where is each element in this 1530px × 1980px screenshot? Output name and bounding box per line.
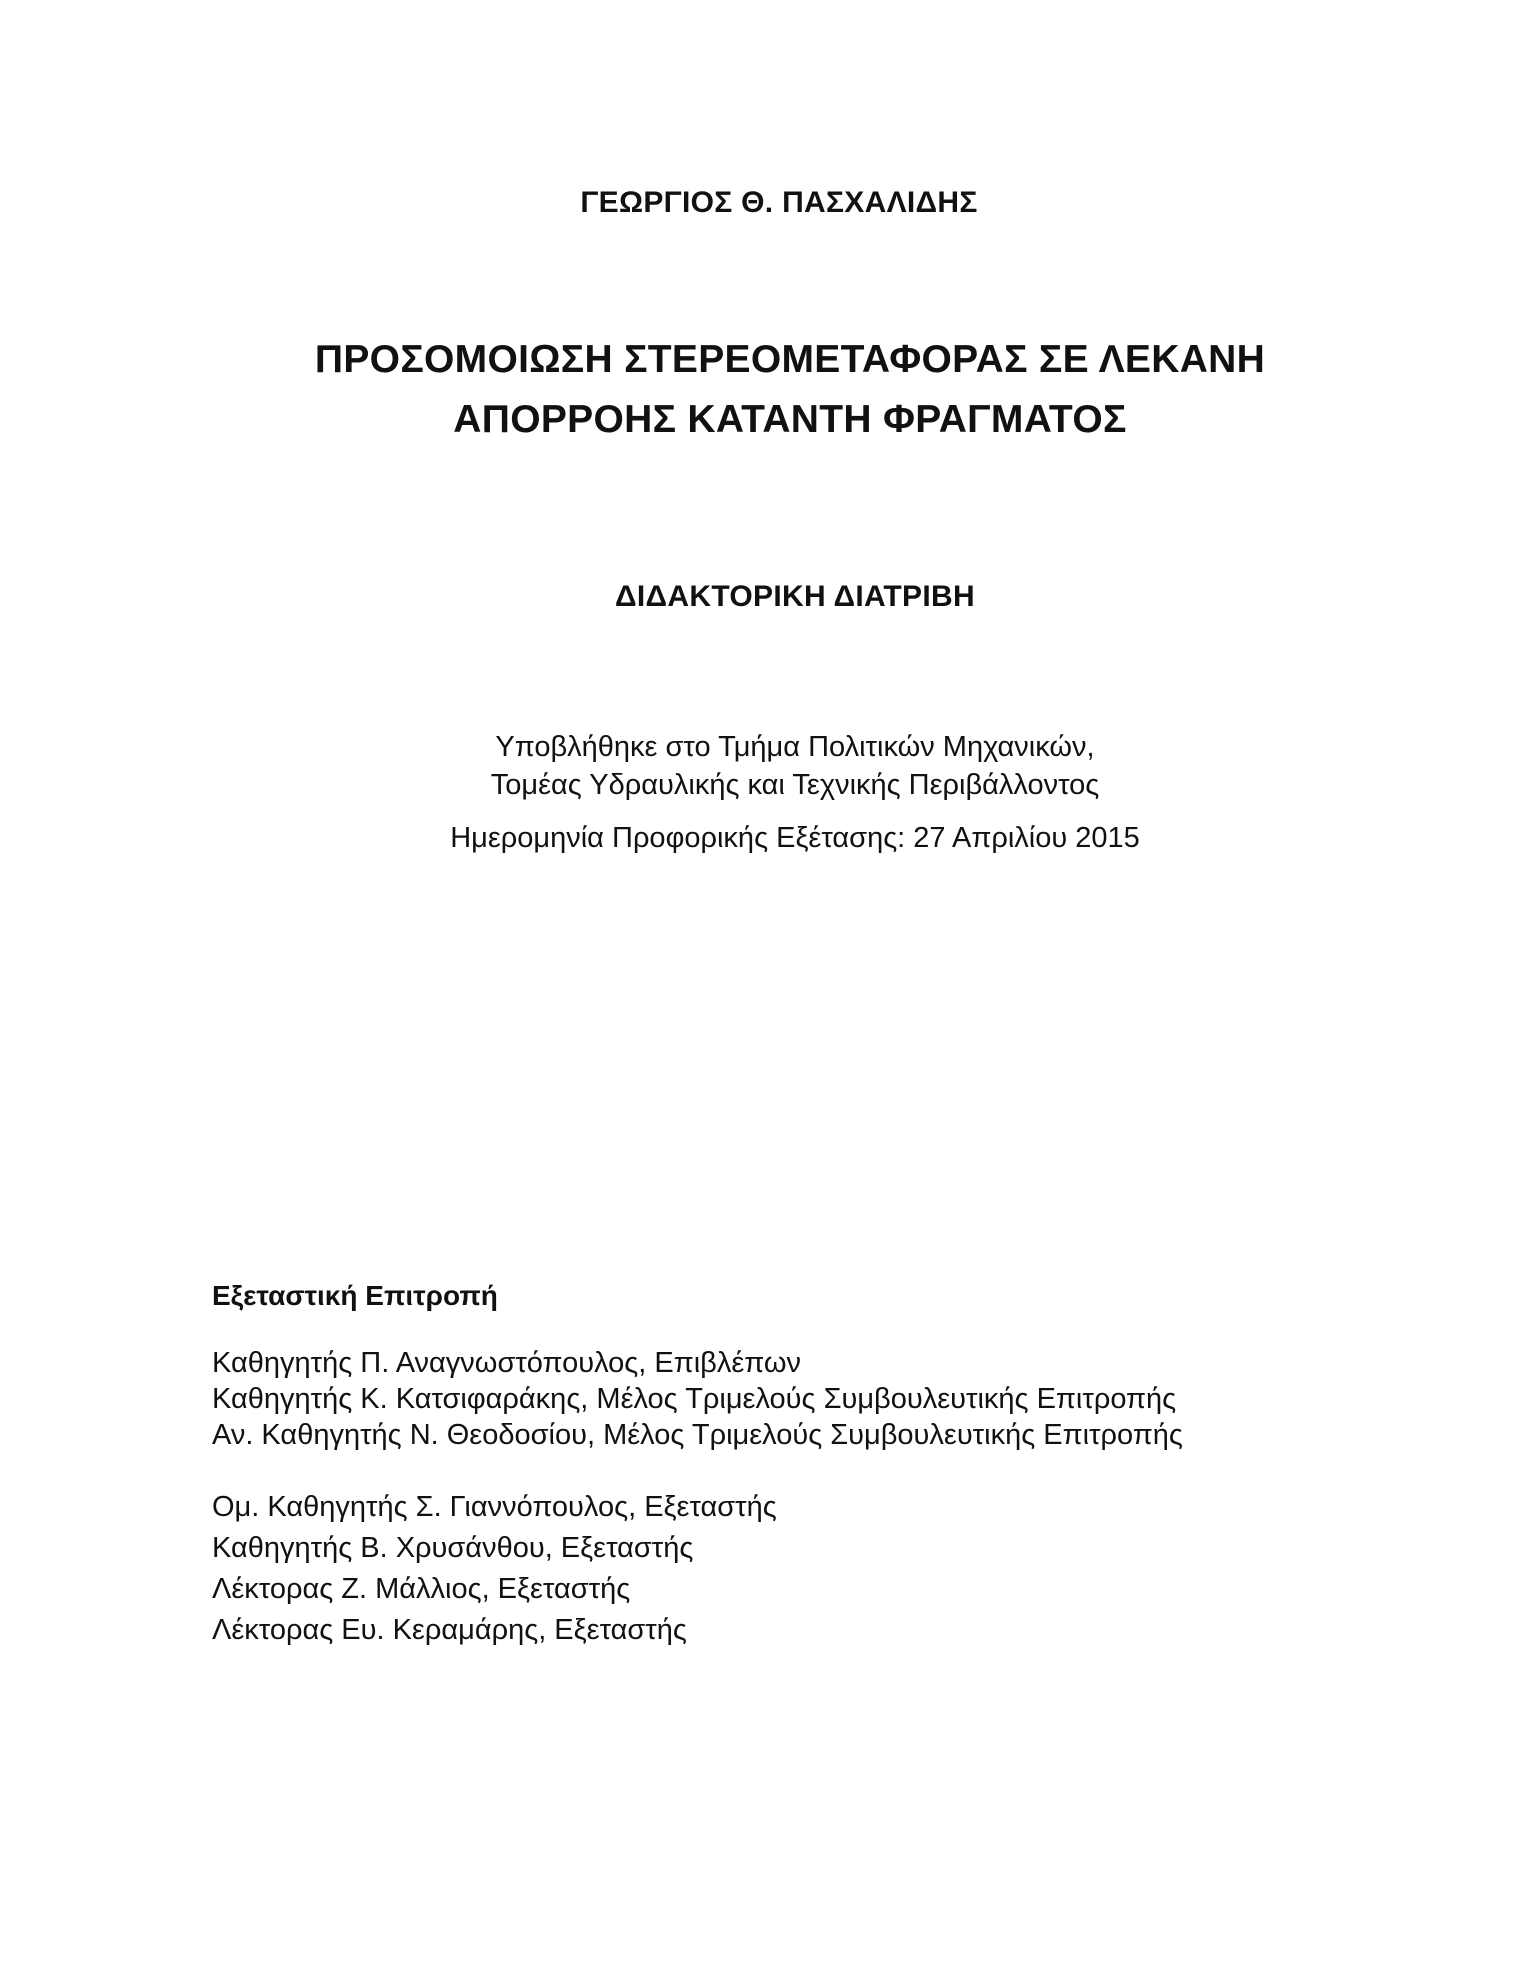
committee-member: Καθηγητής Κ. Κατσιφαράκης, Μέλος Τριμελούς Συμβουλευτικής Επιτροπής (212, 1383, 1177, 1415)
author-name: ΓΕΩΡΓΙΟΣ Θ. ΠΑΣΧΑΛΙΔΗΣ (580, 186, 978, 219)
committee-member: Καθηγητής Β. Χρυσάνθου, Εξεταστής (212, 1532, 694, 1564)
committee-member: Λέκτορας Ευ. Κεραμάρης, Εξεταστής (212, 1614, 687, 1646)
committee-heading: Εξεταστική Επιτροπή (212, 1280, 498, 1311)
submission-info (0, 728, 1530, 804)
thesis-title-line-2: ΑΠΟΡΡΟΗΣ ΚΑΤΑΝΤΗ ΦΡΑΓΜΑΤΟΣ (453, 398, 1127, 441)
submission-line-2: Τομέας Υδραυλικής και Τεχνικής Περιβάλλοντος (490, 769, 1100, 801)
committee-member: Λέκτορας Ζ. Μάλλιος, Εξεταστής (212, 1573, 631, 1605)
committee-member: Αν. Καθηγητής Ν. Θεοδοσίου, Μέλος Τριμελούς Συμβουλευτικής Επιτροπής (212, 1419, 1183, 1451)
committee-group-advisory (212, 1345, 1183, 1453)
exam-date: Ημερομηνία Προφορικής Εξέτασης: 27 Απριλίου 2015 (450, 822, 1140, 854)
submission-line-1: Υποβλήθηκε στο Τμήμα Πολιτικών Μηχανικών, (495, 731, 1095, 763)
committee-member: Ομ. Καθηγητής Σ. Γιαννόπουλος, Εξεταστής (212, 1491, 777, 1523)
committee-group-examiners (212, 1487, 777, 1651)
thesis-title-line-1: ΠΡΟΣΟΜΟΙΩΣΗ ΣΤΕΡΕΟΜΕΤΑΦΟΡΑΣ ΣΕ ΛΕΚΑΝΗ (314, 338, 1266, 381)
thesis-title (0, 330, 1530, 450)
document-type: ΔΙΔΑΚΤΟΡΙΚΗ ΔΙΑΤΡΙΒΗ (615, 580, 975, 613)
committee-member: Καθηγητής Π. Αναγνωστόπουλος, Επιβλέπων (212, 1347, 802, 1379)
